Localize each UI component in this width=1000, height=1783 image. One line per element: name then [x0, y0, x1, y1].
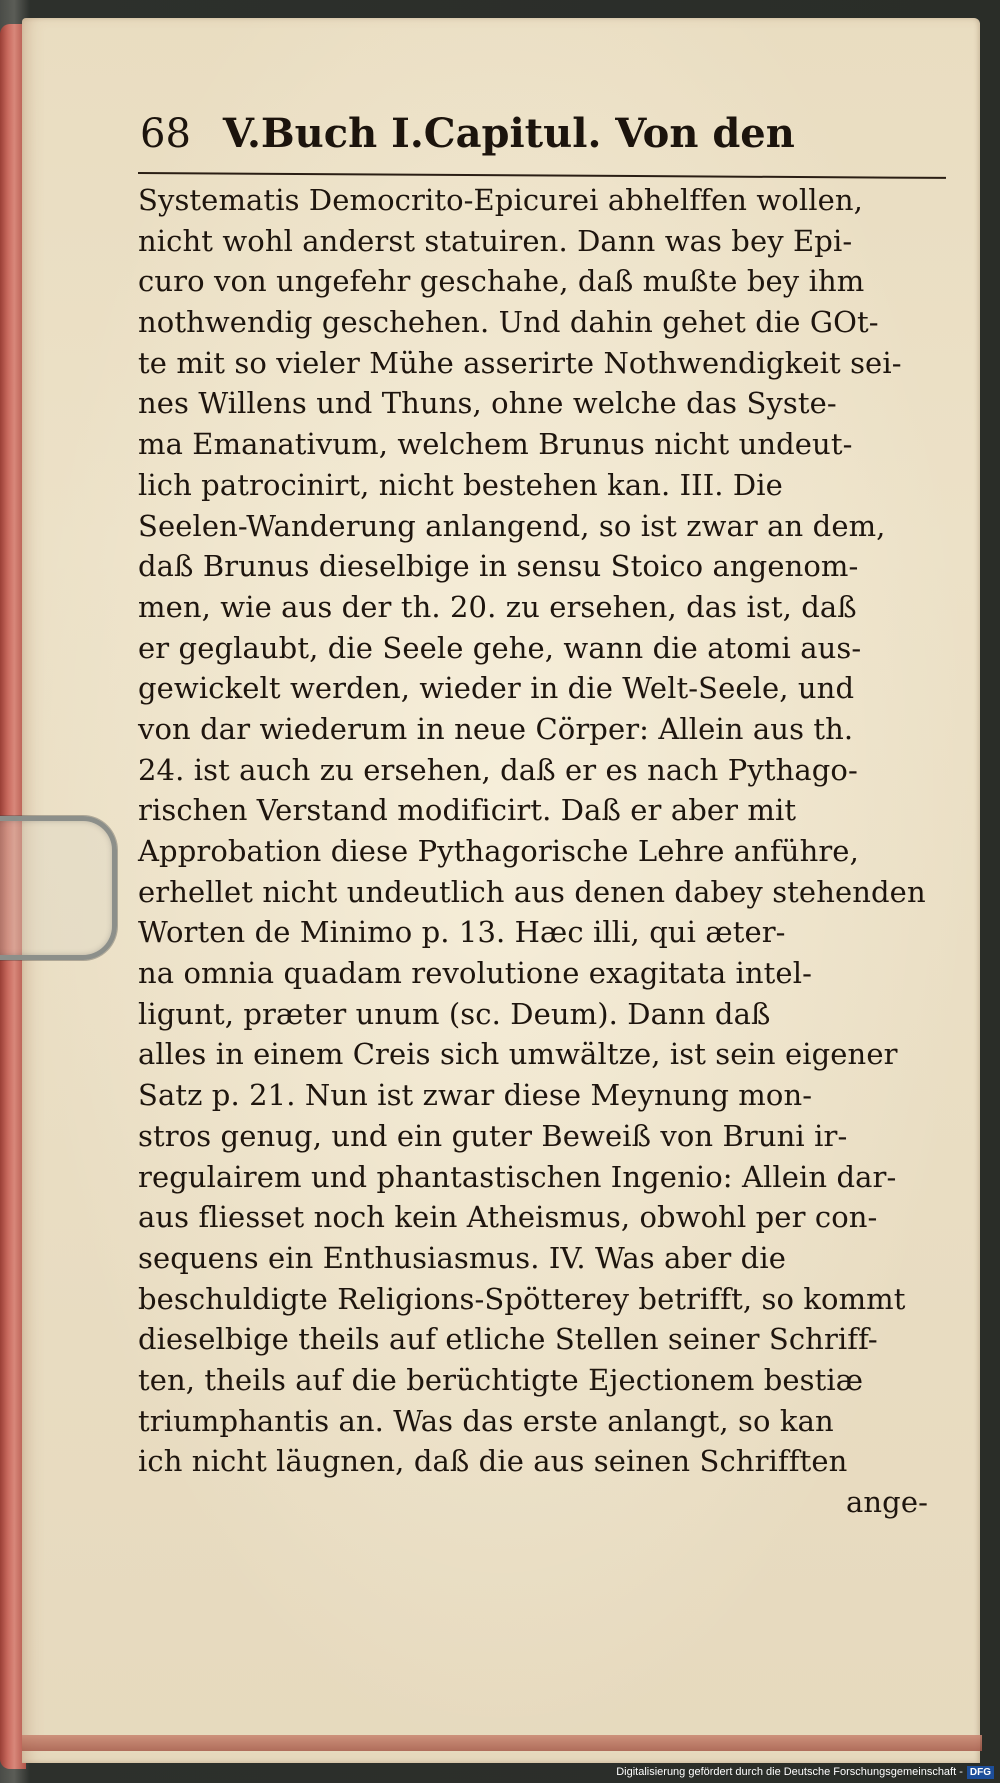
- text-line: beschuldigte Religions-Spötterey betrifft, so kommt: [138, 1281, 906, 1316]
- text-line: ten, theils auf die berüchtigte Ejectionem bestiæ: [138, 1362, 864, 1397]
- text-line: gewickelt werden, wieder in die Welt-Seele, und: [138, 671, 855, 706]
- text-line: te mit so vieler Mühe asserirte Nothwendigkeit sei-: [138, 345, 902, 380]
- text-line: Systematis Democrito-Epicurei abhelffen wollen,: [138, 183, 863, 217]
- text-line: aus fliesset noch kein Atheismus, obwohl per con-: [138, 1200, 878, 1235]
- digitization-credit: [610, 1766, 994, 1782]
- text-line: daß Brunus dieselbige in sensu Stoico angenom-: [138, 549, 859, 584]
- text-line: stros genug, und ein guter Beweiß von Bruni ir-: [138, 1118, 848, 1153]
- body-text: [138, 180, 958, 1523]
- text-line: ich nicht läugnen, daß die aus seinen Schrifften: [138, 1444, 848, 1479]
- text-line: regulairem und phantastischen Ingenio: Allein dar-: [138, 1159, 897, 1194]
- text-line: sequens ein Enthusiasmus. IV. Was aber die: [138, 1240, 786, 1275]
- running-title: V.Buch I.Capitul. Von den: [222, 110, 795, 157]
- text-line: Satz p. 21. Nun ist zwar diese Meynung mon-: [138, 1078, 813, 1113]
- text-line: ligunt, præter unum (sc. Deum). Dann daß: [138, 996, 771, 1031]
- page-bottom-edge: [22, 1735, 982, 1751]
- text-line: nicht wohl anderst statuiren. Dann was bey Epi-: [138, 223, 853, 258]
- credit-text: Digitalisierung gefördert durch die Deutsche Forschungsgemeinschaft -: [616, 1766, 963, 1778]
- text-line: Seelen-Wanderung anlangend, so ist zwar an dem,: [138, 508, 886, 543]
- text-line: men, wie aus der th. 20. zu ersehen, das ist, daß: [138, 589, 857, 624]
- text-line: alles in einem Creis sich umwältze, ist sein eigener: [138, 1037, 898, 1072]
- text-line: er geglaubt, die Seele gehe, wann die atomi aus-: [138, 630, 862, 665]
- text-line: curo von ungefehr geschahe, daß mußte bey ihm: [138, 264, 865, 299]
- page-clip: [0, 816, 117, 960]
- text-line: dieselbige theils auf etliche Stellen seiner Schriff-: [138, 1322, 878, 1357]
- page-number: 68: [140, 111, 191, 157]
- text-line: rischen Verstand modificirt. Daß er aber mit: [138, 793, 797, 828]
- running-header: [140, 110, 940, 170]
- text-line: nes Willens und Thuns, ohne welche das Syste-: [138, 386, 837, 421]
- text-line: lich patrocinirt, nicht bestehen kan. III. Die: [138, 467, 783, 502]
- dfg-logo: DFG: [967, 1766, 994, 1779]
- text-line: 24. ist auch zu ersehen, daß er es nach Pythago-: [138, 752, 858, 787]
- text-line: Approbation diese Pythagorische Lehre anführe,: [138, 834, 859, 868]
- text-line: erhellet nicht undeutlich aus denen dabey stehenden: [138, 874, 926, 909]
- text-line: nothwendig geschehen. Und dahin gehet die GOt-: [138, 305, 879, 340]
- text-line: von dar wiederum in neue Cörper: Allein aus th.: [138, 711, 854, 746]
- text-line: ma Emanativum, welchem Brunus nicht undeut-: [138, 427, 853, 462]
- text-line: triumphantis an. Was das erste anlangt, so kan: [138, 1403, 834, 1438]
- catchword: ange-: [846, 1485, 928, 1519]
- text-line: na omnia quadam revolutione exagitata intel-: [138, 956, 812, 991]
- text-line: Worten de Minimo p. 13. Hæc illi, qui æter-: [138, 915, 786, 950]
